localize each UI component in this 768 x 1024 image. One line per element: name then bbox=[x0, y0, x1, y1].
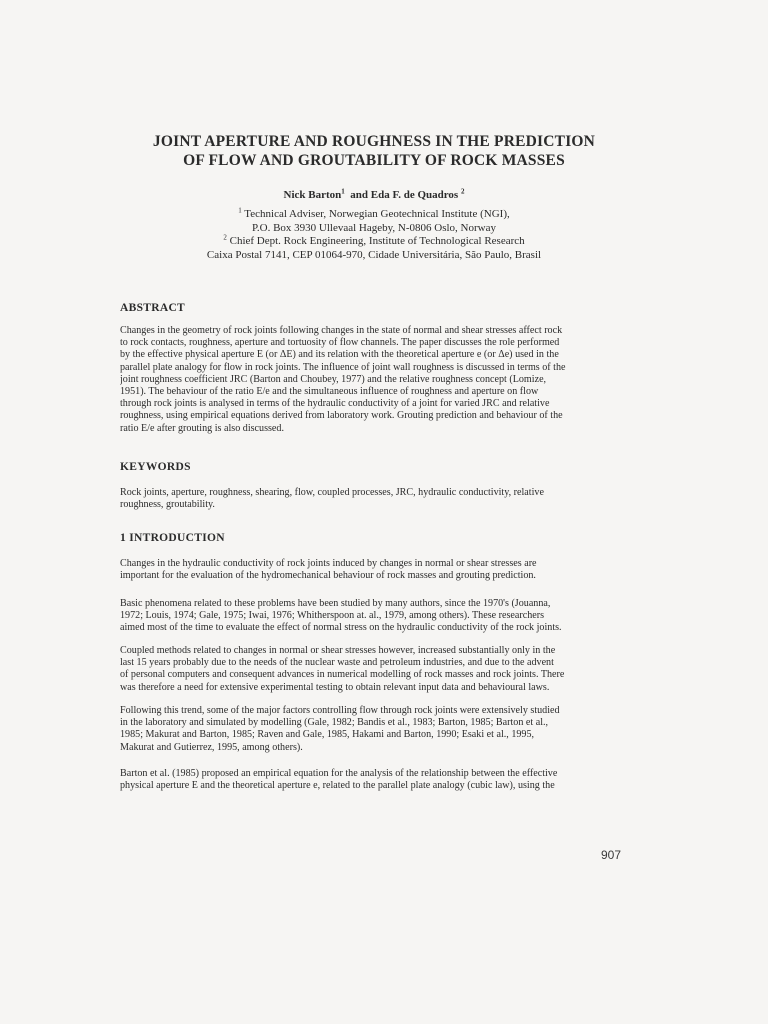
affiliation-line-1 bbox=[150, 208, 598, 222]
intro-line: physical aperture E and the theoretical aperture e, related to the parallel plate analogy (cubic law), using the bbox=[120, 780, 555, 792]
intro-line: 1972; Louis, 1974; Gale, 1975; Iwai, 1976; Whitherspoon at. al., 1979, among others). These researchers bbox=[120, 610, 545, 622]
author-1: Nick Barton bbox=[283, 189, 342, 201]
intro-line: aimed most of the time to evaluate the effect of normal stress on the hydraulic conductivity of the rock joints. bbox=[120, 622, 562, 634]
affiliation-2-sup: 2 bbox=[223, 233, 227, 242]
author-line bbox=[100, 189, 648, 201]
keywords-line: roughness, groutability. bbox=[120, 499, 215, 511]
paper-title bbox=[100, 132, 648, 170]
intro-paragraph-2 bbox=[120, 598, 630, 635]
abstract-line: ratio E/e after grouting is also discussed. bbox=[120, 422, 284, 434]
affiliation-line-4: Caixa Postal 7141, CEP 01064-970, Cidade Universitária, São Paulo, Brasil bbox=[206, 248, 542, 261]
abstract-body bbox=[120, 325, 630, 435]
author-connector: and bbox=[350, 189, 369, 201]
title-line-1: JOINT APERTURE AND ROUGHNESS IN THE PREDICTION bbox=[152, 133, 596, 150]
keywords-line: Rock joints, aperture, roughness, shearing, flow, coupled processes, JRC, hydraulic conductivity, relative bbox=[120, 487, 544, 498]
intro-line: Barton et al. (1985) proposed an empirical equation for the analysis of the relationship between the effective bbox=[120, 768, 558, 779]
abstract-line: parallel plate analogy for flow in rock joints. The influence of joint wall roughness is discussed in terms of the bbox=[120, 361, 566, 373]
abstract-line: Changes in the geometry of rock joints following changes in the state of normal and shear stresses affect rock bbox=[120, 325, 563, 336]
author-2: Eda F. de Quadros bbox=[370, 189, 459, 201]
intro-line: Coupled methods related to changes in normal or shear stresses however, increased substantially only in the bbox=[120, 645, 556, 656]
affiliation-line-2: P.O. Box 3930 Ullevaal Hageby, N-0806 Oslo, Norway bbox=[251, 221, 496, 234]
intro-paragraph-4 bbox=[120, 705, 630, 754]
affiliation-1-text: Technical Adviser, Norwegian Geotechnical Institute (NGI), bbox=[244, 208, 510, 220]
page-number: 907 bbox=[601, 848, 622, 862]
intro-line: in the laboratory and simulated by modelling (Gale, 1982; Bandis et al., 1983; Barton, 1985; Barton et al., bbox=[120, 717, 549, 729]
abstract-line: by the effective physical aperture E (or ΔE) and its relation with the theoretical aperture e (or Δe) used in the bbox=[120, 349, 559, 361]
keywords-heading: KEYWORDS bbox=[120, 461, 191, 473]
intro-line: last 15 years probably due to the needs of the nuclear waste and petroleum industries, and due to the advent bbox=[120, 657, 554, 669]
intro-line: was therefore a need for extensive experimental testing to obtain relevant input data and behavioural laws. bbox=[120, 681, 550, 693]
affiliation-2-text: Chief Dept. Rock Engineering, Institute of Technological Research bbox=[229, 235, 525, 248]
author-1-sup: 1 bbox=[341, 187, 345, 196]
abstract-line: 1951). The behaviour of the ratio E/e and the simultaneous influence of roughness and aperture on flow bbox=[120, 386, 539, 398]
abstract-line: joint roughness coefficient JRC (Barton and Choubey, 1977) and the relative roughness concept (Lomize, bbox=[120, 373, 547, 385]
intro-paragraph-3 bbox=[120, 645, 630, 694]
intro-paragraph-5 bbox=[120, 768, 630, 792]
intro-line: important for the evaluation of the hydromechanical behaviour of rock masses and grouting prediction. bbox=[120, 570, 536, 582]
intro-paragraph-1 bbox=[120, 558, 630, 582]
abstract-line: to rock contacts, roughness, aperture and tortuosity of flow channels. The paper discusses the role performed bbox=[120, 337, 560, 349]
intro-line: Changes in the hydraulic conductivity of rock joints induced by changes in normal or shear stresses are bbox=[120, 558, 537, 569]
abstract-line: roughness, using empirical equations derived from laboratory work. Grouting prediction and behaviour of the bbox=[120, 410, 563, 422]
introduction-heading: 1 INTRODUCTION bbox=[120, 532, 225, 544]
abstract-heading: ABSTRACT bbox=[120, 302, 186, 314]
intro-line: 1985; Makurat and Barton, 1985; Raven and Gale, 1985, Hakami and Barton, 1990; Esaki et al., 1995, bbox=[120, 729, 535, 741]
intro-line: Makurat and Gutierrez, 1995, among others). bbox=[120, 741, 303, 753]
affiliations bbox=[150, 208, 598, 262]
intro-line: Basic phenomena related to these problems have been studied by many authors, since the 1970's (Jouanna, bbox=[120, 598, 551, 609]
author-2-sup: 2 bbox=[460, 187, 465, 196]
intro-line: of personal computers and consequent advances in numerical modelling of rock masses and rock joints. There bbox=[120, 669, 565, 681]
abstract-line: through rock joints is analysed in terms of the hydraulic conductivity of a joint for varied JRC and relative bbox=[120, 398, 550, 410]
affiliation-1-sup: 1 bbox=[238, 206, 242, 215]
title-line-2: OF FLOW AND GROUTABILITY OF ROCK MASSES bbox=[183, 152, 565, 169]
affiliation-line-3 bbox=[150, 235, 598, 249]
intro-line: Following this trend, some of the major factors controlling flow through rock joints were extensively studied bbox=[120, 705, 560, 716]
keywords-body bbox=[120, 487, 630, 511]
